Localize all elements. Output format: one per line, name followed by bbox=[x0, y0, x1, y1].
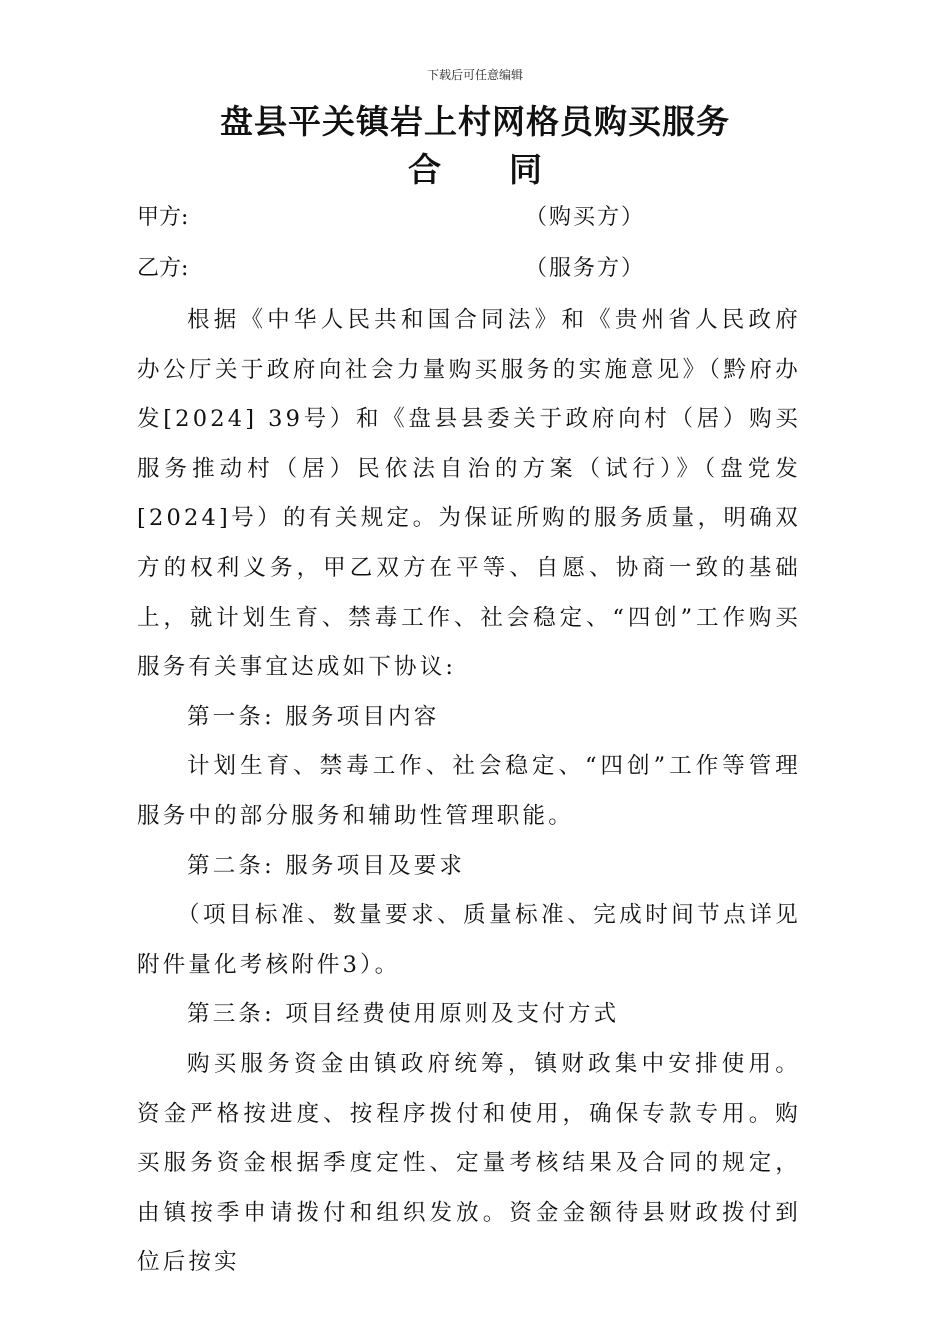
party-a-label: 甲方: bbox=[137, 205, 189, 230]
preamble-paragraph: 根据《中华人民共和国合同法》和《贵州省人民政府办公厅关于政府向社会力量购买服务的实施意见》（黔府办发[2024] 39号）和《盘县县委关于政府向村（居）购买服务推动村（居）民依法自治的方案（试行）》（盘党发[2024]号）的有关规定。为保证所购的服务质量，明确双方的权利义务，甲乙双方在平等、自愿、协商一致的基础上，就计划生育、禁毒工作、社会稳定、“四创”工作购买服务有关事宜达成如下协议: bbox=[137, 307, 801, 681]
article-3-heading: 第三条: 项目经费使用原则及支付方式 bbox=[187, 1001, 620, 1028]
article-1-heading: 第一条: 服务项目内容 bbox=[187, 703, 440, 730]
party-a-role: （购买方） bbox=[525, 205, 646, 230]
article-1-content: 计划生育、禁毒工作、社会稳定、“四创”工作等管理服务中的部分服务和辅助性管理职能。 bbox=[137, 753, 801, 829]
party-a bbox=[137, 204, 646, 232]
article-3-content: 购买服务资金由镇政府统筹，镇财政集中安排使用。资金严格按进度、按程序拨付和使用，确保专款专用。购买服务资金根据季度定性、定量考核结果及合同的规定，由镇按季申请拨付和组织发放。资金金额待县财政拨付到位后按实 bbox=[137, 1050, 801, 1276]
contract-title-text: 合同 bbox=[408, 150, 610, 189]
article-2-heading: 第二条: 服务项目及要求 bbox=[187, 852, 466, 879]
party-b-label: 乙方: bbox=[137, 256, 189, 281]
header-note: 下载后可任意编辑 bbox=[426, 68, 523, 82]
party-b bbox=[137, 255, 646, 283]
contract-title: 盘县平关镇岩上村网格员购买服务 bbox=[220, 102, 730, 141]
contract-body bbox=[137, 296, 801, 1288]
article-2-content: （项目标准、数量要求、质量标准、完成时间节点详见附件量化考核附件3）。 bbox=[137, 902, 801, 978]
contract-title-line2 bbox=[0, 146, 950, 194]
party-b-role: （服务方） bbox=[525, 256, 646, 281]
